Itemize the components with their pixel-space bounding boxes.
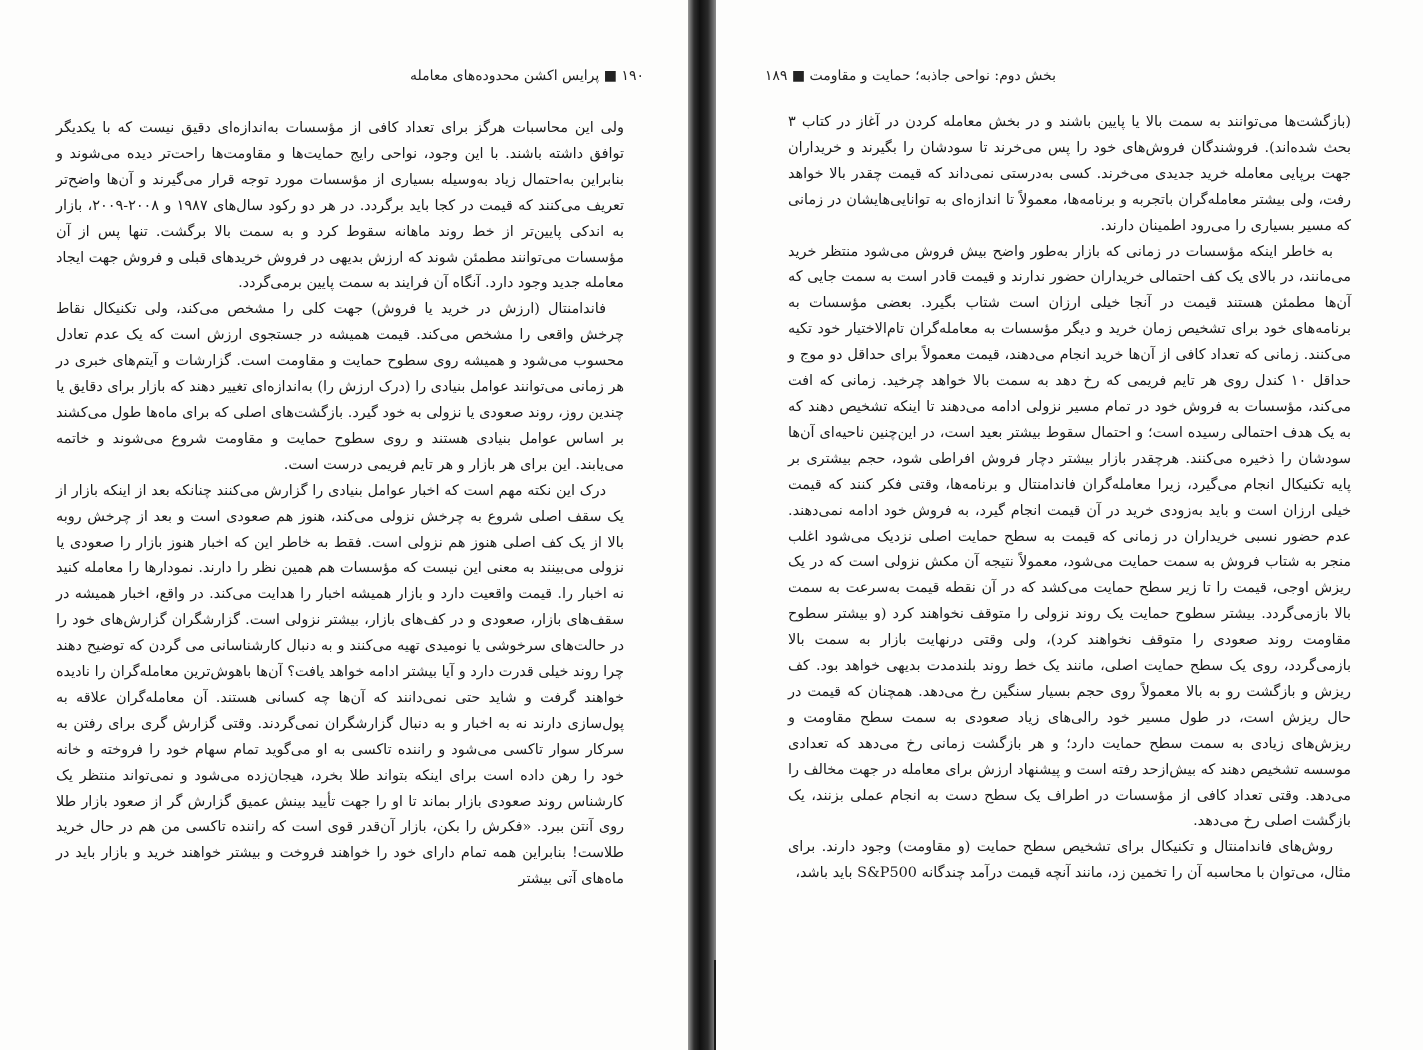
- right-page-body: [788, 110, 1351, 887]
- left-page: [0, 0, 688, 1050]
- right-page-header: [764, 66, 1056, 86]
- paragraph: به خاطر اینکه مؤسسات در زمانی که بازار به‌طور واضح بیش فروش می‌شود منتظر خرید می‌مانند، در بالای یک کف احتمالی خریداران حضور ندارند و قیمت قادر است به سمت جایی که آن‌ها مطمئن هستند قیمت در آنجا خیلی ارزان است شتاب بگیرد. بعضی مؤسسات به برنامه‌های خود برای تشخیص زمان خرید و دیگر مؤسسات به معامله‌گران تام‌الاختیار خود تکیه می‌کنند. زمانی که تعداد کافی از آن‌ها خرید انجام می‌دهند، قیمت معمولاً برای حداقل دو موج و حداقل ۱۰ کندل روی هر تایم فریمی که رخ دهد به سمت بالا خواهد چرخید. زمانی که افت می‌کند، مؤسسات به فروش خود در تمام مسیر نزولی ادامه می‌دهند تا اینکه تشخیص دهند که به یک هدف احتمالی رسیده است؛ و احتمال سقوط بیشتر بعید است، در این‌چنین ناحیه‌ای آن‌ها سودشان را ذخیره می‌کنند. هرچقدر بازار بیشتر دچار فروش افراطی شود، حجم بیشتری بر پایه تکنیکال انجام می‌گیرد، زیرا معامله‌گران فاندامنتال و برنامه‌ها، وقتی فکر کنند که قیمت خیلی ارزان است و باید به‌زودی خرید در آن قیمت انجام گیرد، به فروش خود ادامه نمی‌دهند. عدم حضور نسبی خریداران در زمانی که قیمت به سطح حمایت اصلی نزدیک می‌شود اغلب منجر به شتاب فروش به سمت حمایت می‌شود، معمولاً نتیجه آن مکش نزولی است که در یک ریزش اوجی، قیمت را تا زیر سطح حمایت می‌کشد که در آن نقطه قیمت به‌سرعت به سمت بالا بازمی‌گردد. بیشتر سطوح حمایت یک روند نزولی را متوقف نخواهند کرد (و بیشتر سطوح مقاومت روند صعودی را متوقف نخواهند کرد)، ولی وقتی درنهایت بازار به سمت بالا بازمی‌گردد، روی یک سطح حمایت اصلی، مانند یک خط روند بلندمدت بدیهی خواهد بود. کف ریزش و بازگشت رو به بالا معمولاً روی حجم بسیار سنگین رخ می‌دهد. همچنان که قیمت در حال ریزش است، در طول مسیر خود رالی‌های زیاد صعودی به سمت سطح مقاومت و ریزش‌های زیادی به سمت سطح حمایت دارد؛ و هر بازگشت زمانی رخ می‌دهد که تعدادی موسسه تشخیص دهند که بیش‌ازحد رفته است و پیشنهاد ارزش برای معامله در جهت مخالف را می‌دهد. وقتی تعداد کافی از مؤسسات در اطراف یک سطح دست به انجام عملی بزنند، یک بازگشت اصلی رخ می‌دهد.: [788, 243, 1351, 830]
- left-page-header: [410, 66, 644, 86]
- left-page-body: [56, 116, 624, 893]
- paragraph: روش‌های فاندامنتال و تکنیکال برای تشخیص سطح حمایت (و مقاومت) وجود دارند. برای مثال، می‌توان با محاسبه آن را تخمین زد، مانند آنچه قیمت درآمد چندگانه S&P500 باید باشد،: [788, 839, 1351, 882]
- right-page: [716, 0, 1423, 1050]
- book-gutter: [688, 0, 716, 1050]
- paragraph: (بازگشت‌ها می‌توانند به سمت بالا یا پایین باشند و در بخش معامله کردن در آغاز در کتاب ۳ بحث شده‌اند). فروشندگان فروش‌های خود را پس می‌خرند تا سودشان را بگیرند و خریداران جهت برپایی معامله خرید جدیدی می‌خرند. کسی به‌درستی نمی‌داند که قیمت چقدر بالا خواهد رفت، ولی بیشتر معامله‌گران باتجربه و برنامه‌ها، معمولاً تا اندازه‌ای به توانایی‌هایشان در زمانی که مسیر بسیاری را می‌رود اطمینان دارند.: [788, 114, 1351, 234]
- right-page-running-head: بخش دوم: نواحی جاذبه؛ حمایت و مقاومت ■ ۱۸۹: [764, 68, 1056, 84]
- left-page-running-head: ۱۹۰ ■ پرایس اکشن محدوده‌های معامله: [410, 68, 644, 84]
- paragraph: درک این نکته مهم است که اخبار عوامل بنیادی را گزارش می‌کنند چنانکه بعد از اینکه بازار از یک سقف اصلی شروع به چرخش نزولی می‌کند، هنوز هم صعودی است و بعد از چرخش روبه بالا از یک کف اصلی هنوز هم نزولی است. فقط به خاطر این که اخبار هنوز بازار را صعودی یا نزولی می‌بینند به معنی این نیست که مؤسسات هم همین نظر را دارند. نمودارها را معامله کنید نه اخبار را. قیمت واقعیت دارد و بازار همیشه اخبار را هدایت می‌کند. در واقع، اخبار همیشه در سقف‌های بازار، صعودی و در کف‌های بازار، بیشتر نزولی است. گزارشگران گزارش‌های خود را در حالت‌های سرخوشی یا نومیدی تهیه می‌کنند و به دنبال کارشناسانی می گردن که توضیح دهند چرا روند خیلی قدرت دارد و آیا بیشتر ادامه خواهد یافت؟ آن‌ها باهوش‌ترین معامله‌گران را نادیده خواهند گرفت و شاید حتی نمی‌دانند که آن‌ها چه کسانی هستند. آن معامله‌گران علاقه به پول‌سازی دارند نه به اخبار و به دنبال گزارشگران نمی‌گردند. وقتی گزارش گری برای رفتن به سرکار سوار تاکسی می‌شود و راننده تاکسی به او می‌گوید تمام سهام خود را فروخته و خانه خود را رهن داده است برای اینکه بتواند طلا بخرد، هیجان‌زده می‌شود و نمی‌تواند منتظر یک کارشناس روند صعودی بازار بماند تا او را جهت تأیید بینش عمیق گزارش گر از صعود بازار طلا روی آنتن ببرد. «فکرش را بکن، بازار آن‌قدر قوی است که راننده تاکسی من هم در حال خرید طلاست! بنابراین همه تمام دارای خود را خواهند فروخت و بیشتر خواهند خرید و بازار باید در ماه‌های آتی بیشتر: [56, 482, 624, 888]
- paragraph: فاندامنتال (ارزش در خرید یا فروش) جهت کلی را مشخص می‌کند، ولی تکنیکال نقاط چرخش واقعی را مشخص می‌کند. قیمت همیشه در جستجوی ارزش است که یک عدم تعادل محسوب می‌شود و همیشه روی سطوح حمایت و مقاومت است. گزارشات و آیتم‌های خبری در هر زمانی می‌توانند عوامل بنیادی را (درک ارزش را) به‌اندازه‌ای تغییر دهند که بازار برای دقایق یا چندین روز، روند صعودی یا نزولی به خود گیرد. بازگشت‌های اصلی که برای ماه‌ها طول می‌کشند بر اساس عوامل بنیادی هستند و روی سطوح حمایت و مقاومت شروع می‌شوند و خاتمه می‌یابند. این برای هر بازار و هر تایم فریمی درست است.: [56, 301, 624, 473]
- paragraph: ولی این محاسبات هرگز برای تعداد کافی از مؤسسات به‌اندازه‌ای دقیق نیست که با یکدیگر توافق داشته باشند. با این وجود، نواحی رایج حمایت‌ها و مقاومت‌ها راحت‌تر دیده می‌شوند و بنابراین به‌احتمال زیاد به‌وسیله بسیاری از مؤسسات مورد توجه قرار می‌گیرند و آن‌ها واضح‌تر تعریف می‌کنند که قیمت در کجا باید برگردد. در هر دو رکود سال‌های ۱۹۸۷ و ۲۰۰۸-۲۰۰۹، بازار به اندکی پایین‌تر از خط روند ماهانه سقوط کرد و به سمت بالا برگشت. تنها پس از آن مؤسسات می‌توانند مطمئن شوند که ارزش بدیهی در فروش خریدهای قبلی و فروش جهت ایجاد معامله جدید وجود دارد. آنگاه آن فرایند به سمت پایین برمی‌گردد.: [56, 120, 624, 292]
